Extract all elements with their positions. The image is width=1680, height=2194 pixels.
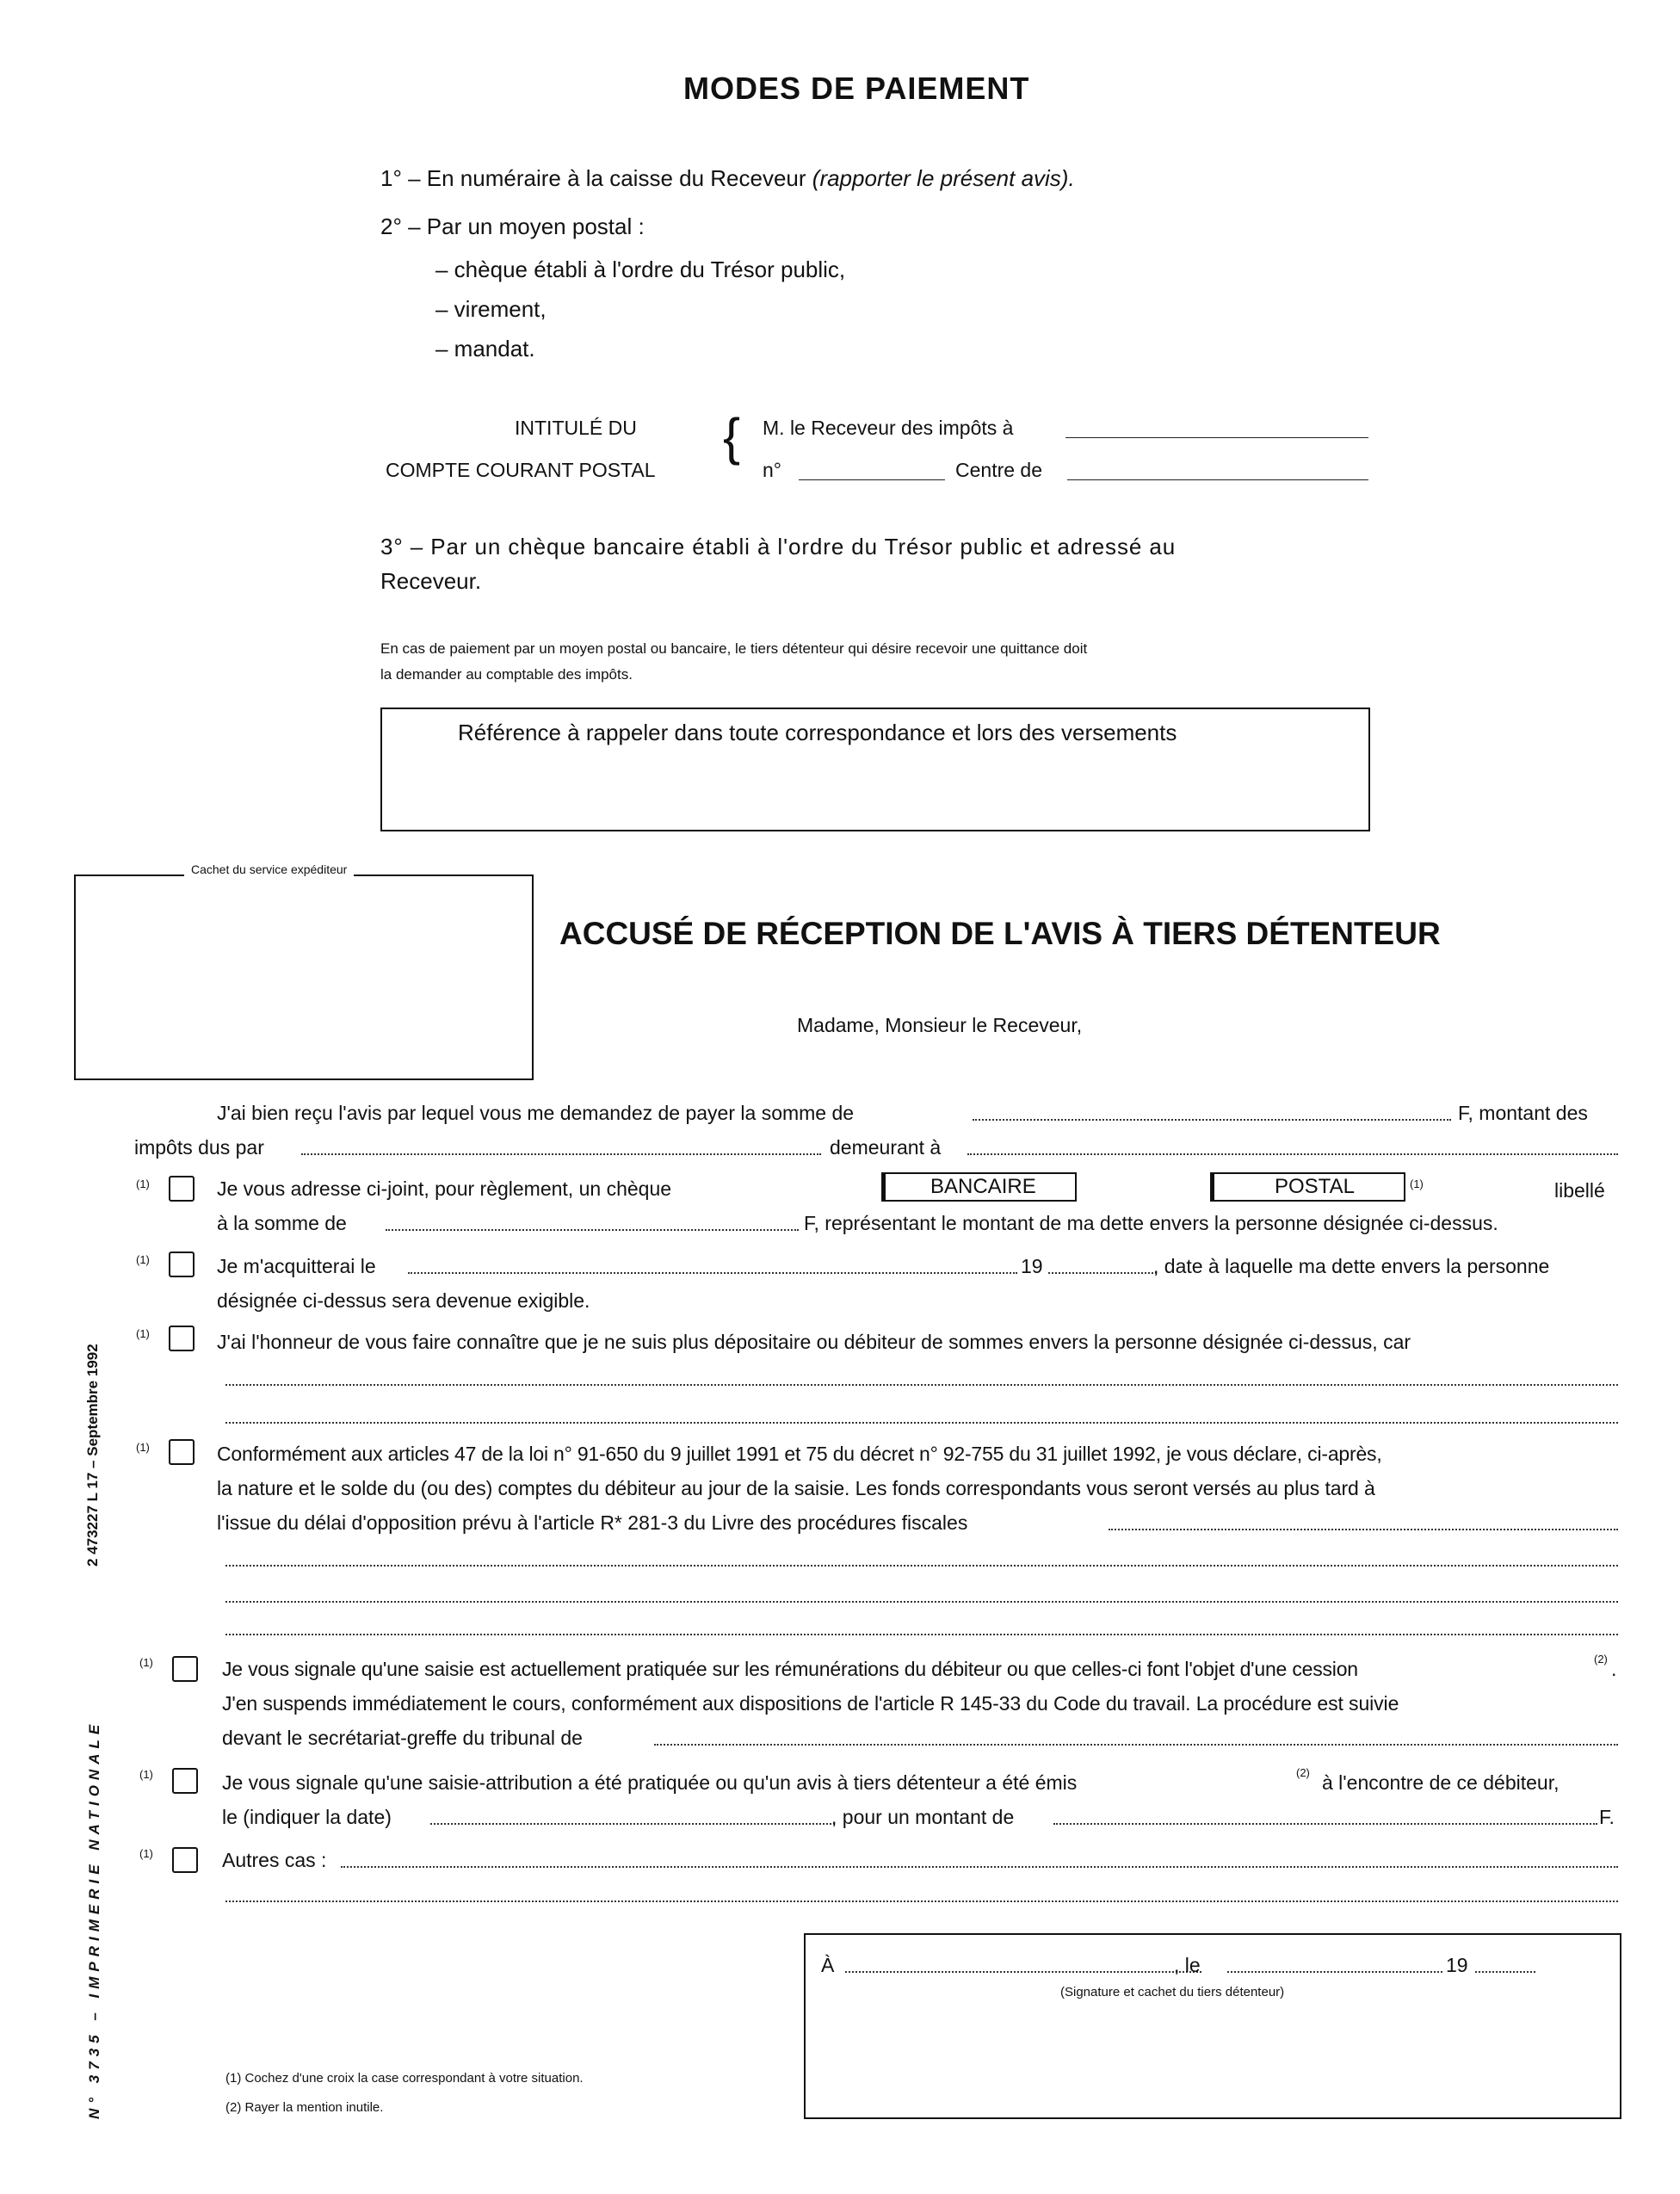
option-conformement-text-a: Conformément aux articles 47 de la loi n° 91-650 du 9 juillet 1991 et 75 du décret n° 92-755 du 31 juillet 1992, je vous déclare, ci-après,	[217, 1443, 1382, 1465]
option-conformement-text-c: l'issue du délai d'opposition prévu à l'article R* 281-3 du Livre des procédures fiscales	[217, 1511, 968, 1534]
option-saisie-remuneration-text-c: devant le secrétariat-greffe du tribunal de	[222, 1727, 583, 1749]
option-conformement-checkbox[interactable]	[169, 1439, 195, 1465]
footnote-ref: (1)	[136, 1327, 150, 1340]
signature-19-label: 19	[1446, 1954, 1468, 1976]
option-saisie-attribution-text-b: à l'encontre de ce débiteur,	[1322, 1771, 1560, 1794]
centre-field[interactable]	[1067, 479, 1368, 480]
option-cheque-text-c: F, représentant le montant de ma dette envers la personne désignée ci-dessus.	[804, 1212, 1498, 1234]
footnote-ref-2: (2)	[1296, 1766, 1310, 1779]
footnote-ref-2: (2)	[1594, 1653, 1608, 1666]
bancaire-checkbox[interactable]	[881, 1172, 1077, 1202]
acquitter-year-field[interactable]	[1048, 1272, 1157, 1274]
salutation: Madame, Monsieur le Receveur,	[797, 1014, 1083, 1036]
option-acquitter-text-c: , date à laquelle ma dette envers la personne	[1153, 1255, 1550, 1277]
signature-caption: (Signature et cachet du tiers détenteur)	[1060, 1985, 1285, 1999]
option-saisie-attribution-text-c: le (indiquer la date)	[222, 1806, 392, 1828]
option-saisie-attribution-text-d: , pour un montant de	[831, 1806, 1015, 1828]
year-prefix: 19	[1021, 1255, 1043, 1277]
footnote-ref: (1)	[139, 1768, 153, 1781]
mode-item-3b: Receveur.	[380, 568, 482, 594]
autres-cas-line-1[interactable]	[341, 1866, 1618, 1868]
option-autres-cas-checkbox[interactable]	[172, 1847, 198, 1873]
option-saisie-attribution-checkbox[interactable]	[172, 1768, 198, 1794]
p1-text-b: F, montant des	[1458, 1102, 1588, 1124]
conformement-line-2[interactable]	[225, 1601, 1618, 1603]
footnote-ref: (1)	[139, 1847, 153, 1860]
mode-sub-mandat: – mandat.	[435, 336, 535, 362]
conformement-line-0[interactable]	[1109, 1529, 1618, 1530]
option-acquitter-text-d: désignée ci-dessus sera devenue exigible.	[217, 1289, 590, 1312]
side-imprimerie-label: N° 3735 – IMPRIMERIE NATIONALE	[86, 1719, 102, 2119]
option-acquitter-checkbox[interactable]	[169, 1252, 195, 1277]
footnote-2: (2) Rayer la mention inutile.	[225, 2100, 384, 2115]
demeurant-field[interactable]	[967, 1153, 1618, 1155]
bancaire-label: BANCAIRE	[930, 1175, 1036, 1198]
option-conformement-text-b: la nature et le solde du (ou des) comptes du débiteur au jour de la saisie. Les fonds correspondants vous seront versés au plus tard à	[217, 1477, 1375, 1499]
intitule-label-1: INTITULÉ DU	[515, 417, 637, 439]
option-saisie-attribution-text-e: F.	[1599, 1806, 1615, 1828]
option-saisie-remuneration-checkbox[interactable]	[172, 1656, 198, 1682]
option-acquitter-text: Je m'acquitterai le	[217, 1255, 376, 1277]
conformement-line-1[interactable]	[225, 1565, 1618, 1567]
mode-item-1-italic: (rapporter le présent avis).	[812, 165, 1075, 191]
mode-sub-cheque: – chèque établi à l'ordre du Trésor public,	[435, 256, 846, 282]
payment-note-2: la demander au comptable des impôts.	[380, 666, 633, 683]
signature-box[interactable]	[804, 1933, 1621, 2119]
option-saisie-remuneration-text-b: J'en suspends immédiatement le cours, conformément aux dispositions de l'article R 145-33 du Code du travail. La procédure est suivie	[222, 1692, 1399, 1715]
p1-text-c: impôts dus par	[134, 1136, 264, 1159]
mode-item-2: 2° – Par un moyen postal :	[380, 213, 645, 239]
signature-date-field[interactable]	[1227, 1971, 1442, 1973]
plus-debiteur-line-2[interactable]	[225, 1422, 1618, 1424]
cheque-montant-field[interactable]	[386, 1229, 799, 1231]
option-saisie-remuneration-text-a: Je vous signale qu'une saisie est actuellement pratiquée sur les rémunérations du débiteur ou que celles-ci font l'objet d'une cession	[222, 1658, 1358, 1680]
option-autres-cas-text: Autres cas :	[222, 1849, 327, 1871]
brace: {	[723, 408, 741, 466]
mode-item-1	[380, 165, 1075, 192]
signature-le-label: , le	[1174, 1954, 1201, 1976]
option-plus-debiteur-checkbox[interactable]	[169, 1326, 195, 1351]
signature-lieu-field[interactable]	[845, 1971, 1201, 1973]
cachet-label: Cachet du service expéditeur	[184, 862, 354, 876]
period: .	[1611, 1658, 1617, 1680]
numero-field[interactable]	[799, 479, 945, 480]
option-plus-debiteur-text: J'ai l'honneur de vous faire connaître que je ne suis plus dépositaire ou débiteur de sommes envers la personne désignée ci-dessus, car	[217, 1331, 1411, 1353]
conformement-line-3[interactable]	[225, 1634, 1618, 1635]
reference-box[interactable]	[380, 708, 1370, 831]
mode-item-3: 3° – Par un chèque bancaire établi à l'ordre du Trésor public et adressé au	[380, 534, 1177, 559]
payment-note-1: En cas de paiement par un moyen postal ou bancaire, le tiers détenteur qui désire recevoir une quittance doit	[380, 640, 1088, 657]
footnote-1: (1) Cochez d'une croix la case correspondant à votre situation.	[225, 2071, 584, 2086]
modes-title: MODES DE PAIEMENT	[683, 71, 1030, 106]
plus-debiteur-line-1[interactable]	[225, 1384, 1618, 1386]
saisie-montant-field[interactable]	[1053, 1823, 1597, 1825]
p1-text-d: demeurant à	[830, 1136, 942, 1159]
postal-checkbox[interactable]	[1210, 1172, 1405, 1202]
centre-label: Centre de	[955, 459, 1043, 481]
p1-text-a: J'ai bien reçu l'avis par lequel vous me demandez de payer la somme de	[217, 1102, 855, 1124]
accuse-title: ACCUSÉ DE RÉCEPTION DE L'AVIS À TIERS DÉTENTEUR	[559, 916, 1441, 951]
footnote-ref: (1)	[136, 1177, 150, 1190]
option-saisie-attribution-text-a: Je vous signale qu'une saisie-attribution a été pratiquée ou qu'un avis à tiers détenteur a été émis	[222, 1771, 1078, 1794]
tribunal-field[interactable]	[654, 1744, 1618, 1746]
receveur-field[interactable]	[1065, 437, 1368, 438]
numero-label: n°	[763, 459, 781, 481]
mode-sub-virement: – virement,	[435, 296, 547, 322]
somme-field[interactable]	[973, 1119, 1451, 1121]
reference-label: Référence à rappeler dans toute correspondance et lors des versements	[458, 720, 1177, 745]
footnote-ref: (1)	[136, 1441, 150, 1454]
autres-cas-line-2[interactable]	[225, 1900, 1618, 1902]
postal-label: POSTAL	[1275, 1175, 1355, 1198]
footnote-ref: (1)	[1410, 1177, 1424, 1190]
option-cheque-text: Je vous adresse ci-joint, pour règlement, un chèque	[217, 1177, 672, 1200]
option-cheque-checkbox[interactable]	[169, 1176, 195, 1202]
libelle-text: libellé	[1554, 1179, 1605, 1202]
footnote-ref: (1)	[136, 1253, 150, 1266]
intitule-label-2: COMPTE COURANT POSTAL	[386, 459, 656, 481]
acquitter-date-field[interactable]	[408, 1272, 1017, 1274]
impots-dus-field[interactable]	[301, 1153, 821, 1155]
receveur-label: M. le Receveur des impôts à	[763, 417, 1014, 439]
mode-item-1-text: 1° – En numéraire à la caisse du Receveur	[380, 165, 806, 191]
signature-a-label: À	[821, 1954, 835, 1976]
footnote-ref: (1)	[139, 1656, 153, 1669]
option-cheque-text-b: à la somme de	[217, 1212, 347, 1234]
signature-year-field[interactable]	[1475, 1971, 1535, 1973]
saisie-date-field[interactable]	[430, 1823, 835, 1825]
cachet-box[interactable]	[74, 875, 534, 1080]
side-code-label: 2 473227 L 17 – Septembre 1992	[84, 1344, 101, 1567]
